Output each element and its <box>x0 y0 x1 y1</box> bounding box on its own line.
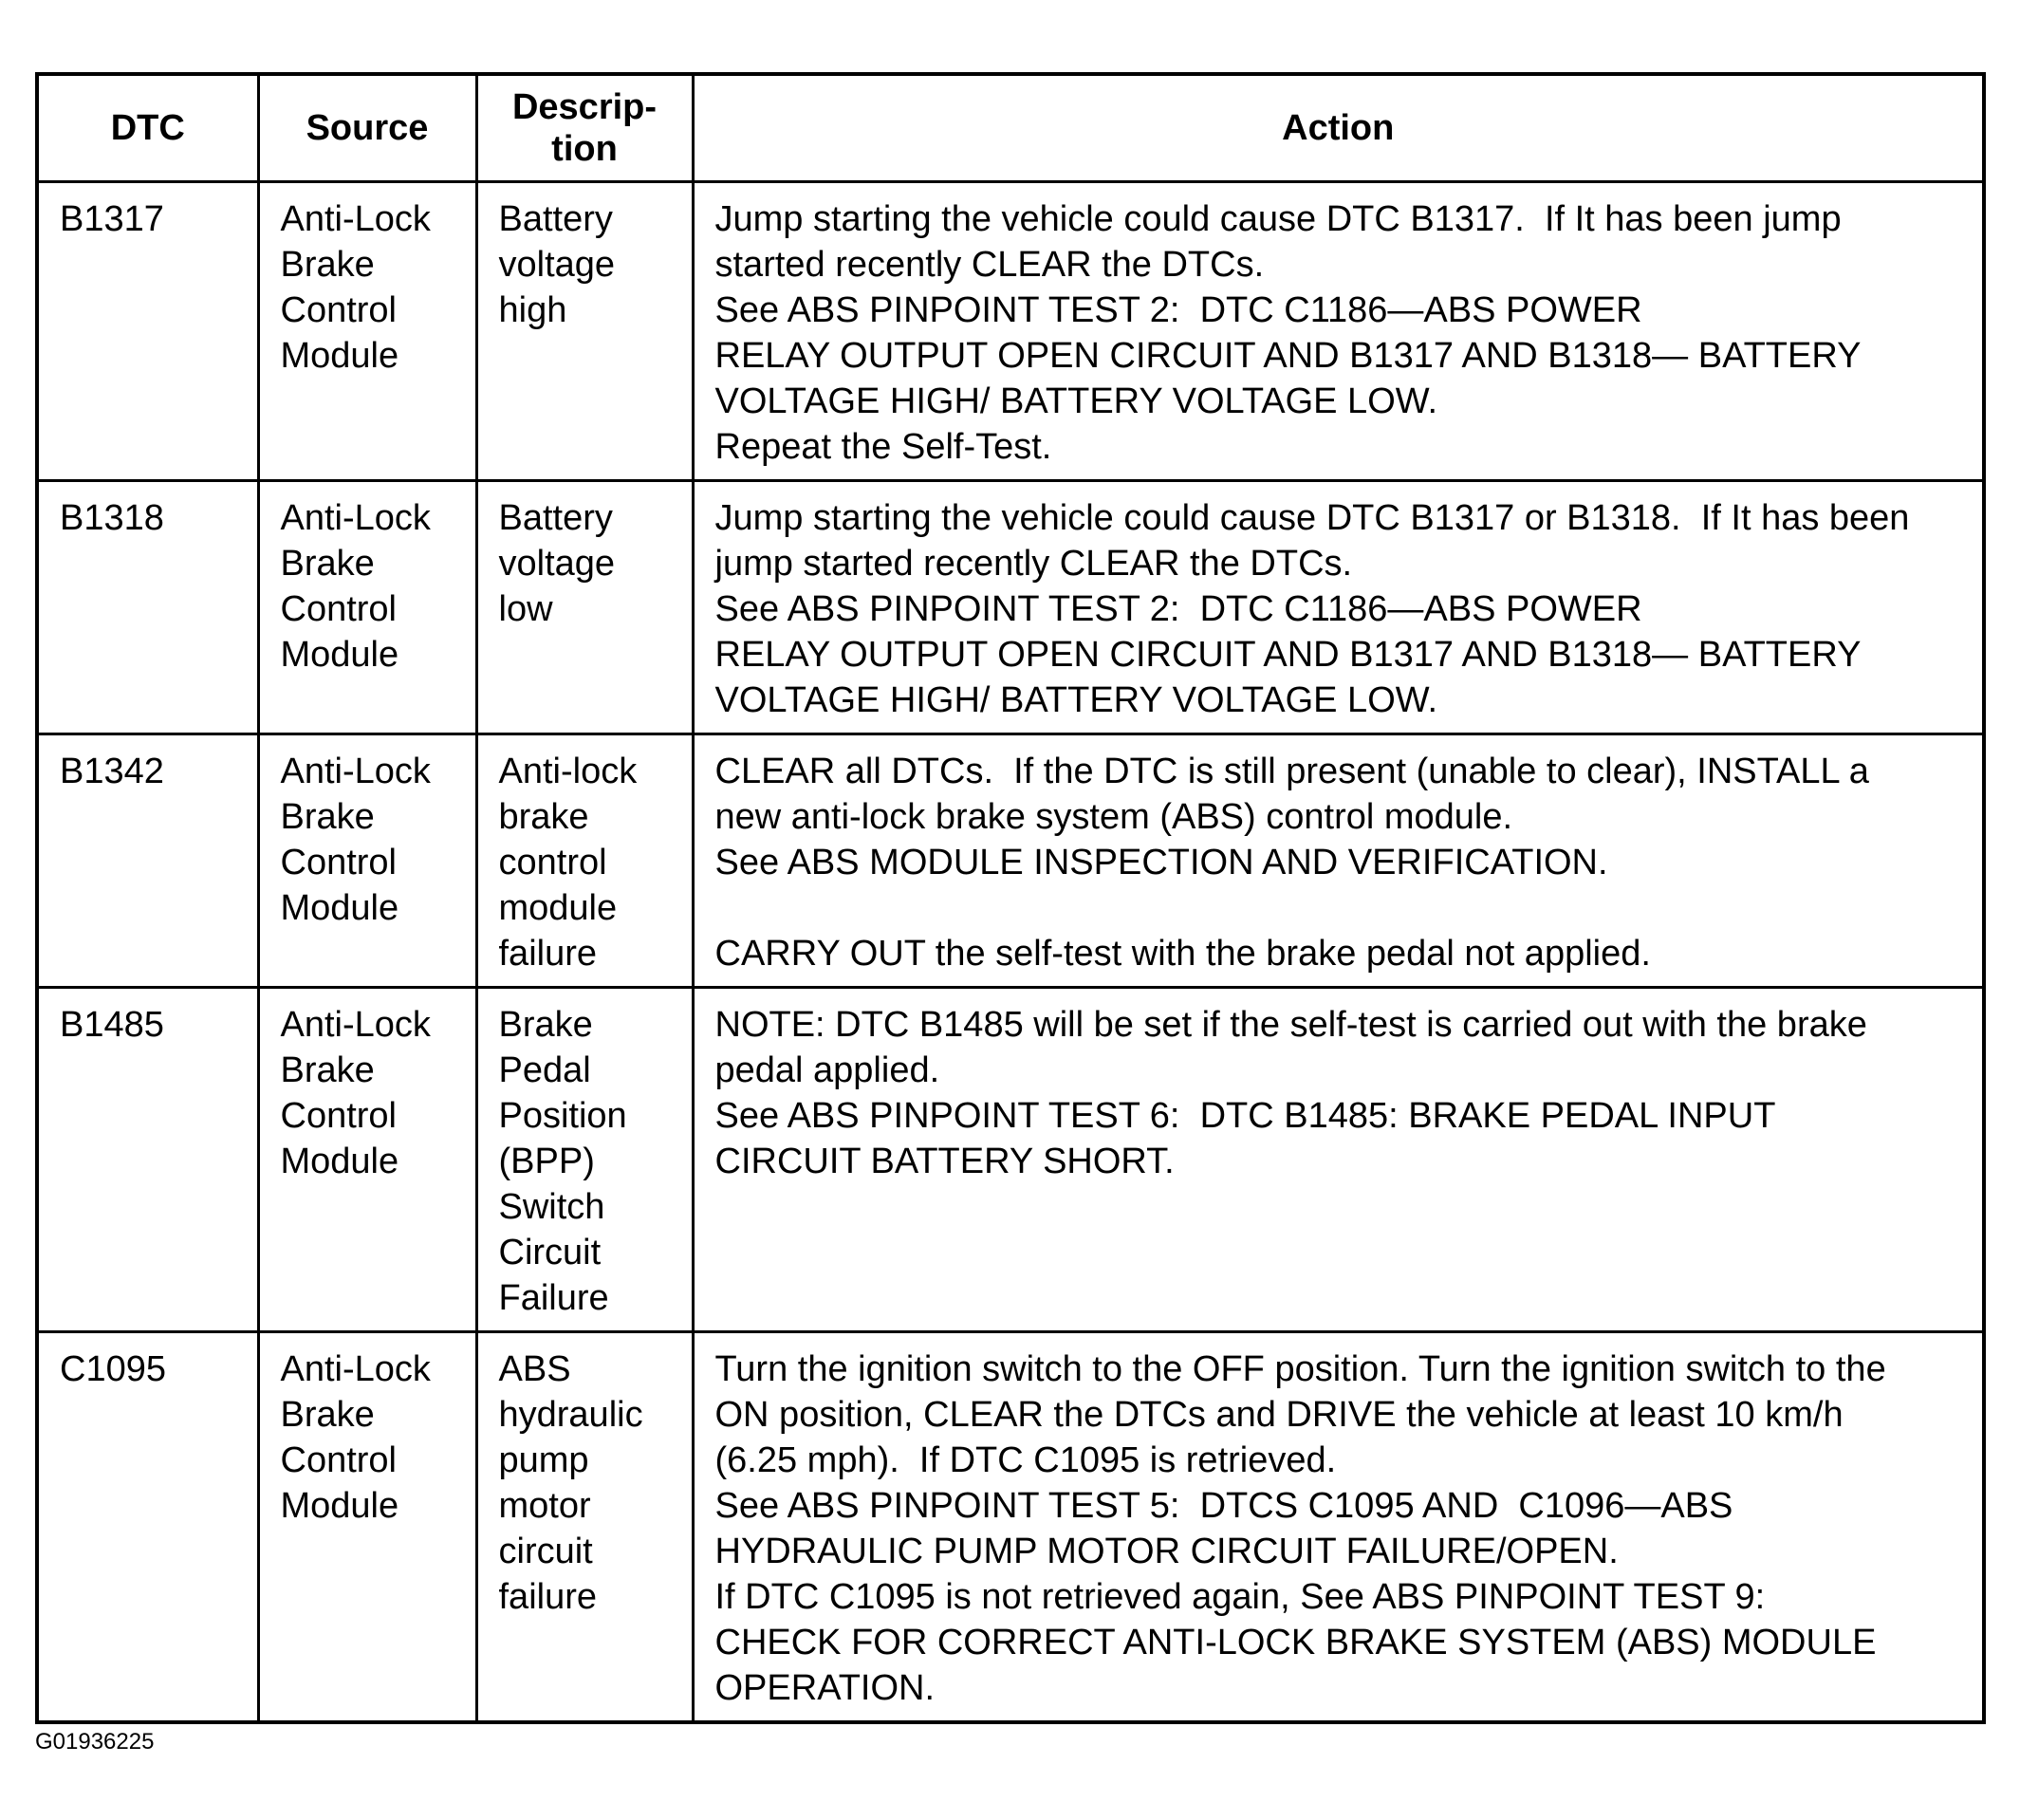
cell-action-line: VOLTAGE HIGH/ BATTERY VOLTAGE LOW. <box>714 381 1438 421</box>
cell-source-line: Anti-Lock <box>280 1349 431 1389</box>
header-description-line: Descrip- <box>511 87 658 127</box>
cell-action-line: Jump starting the vehicle could cause DTC B1317 or B1318. If It has been <box>714 498 1910 538</box>
cell-source <box>258 734 476 988</box>
table-header-row <box>37 74 1984 182</box>
cell-source-line: Control <box>280 290 397 330</box>
cell-description-line: Battery <box>498 199 613 239</box>
cell-description-line: Anti-lock <box>498 752 638 791</box>
figure-id: G01936225 <box>35 1729 155 1755</box>
cell-action-line: Repeat the Self-Test. <box>714 427 1052 467</box>
table-row <box>37 1332 1984 1723</box>
cell-action-line: CIRCUIT BATTERY SHORT. <box>714 1142 1175 1181</box>
cell-description-line: Battery <box>498 498 613 538</box>
table-row <box>37 734 1984 988</box>
table-row <box>37 988 1984 1332</box>
cell-action <box>693 182 1984 481</box>
cell-source-line: Module <box>280 888 399 928</box>
table-row <box>37 481 1984 734</box>
cell-action <box>693 734 1984 988</box>
cell-source-line: Anti-Lock <box>280 199 431 239</box>
cell-action-line: If DTC C1095 is not retrieved again, See ABS PINPOINT TEST 9: <box>714 1577 1766 1617</box>
cell-action-line: HYDRAULIC PUMP MOTOR CIRCUIT FAILURE/OPEN. <box>714 1532 1619 1571</box>
dtc-table <box>35 72 1986 1724</box>
cell-dtc: B1318 <box>37 481 258 734</box>
header-dtc: DTC <box>37 74 258 182</box>
cell-action-line: See ABS PINPOINT TEST 2: DTC C1186—ABS POWER <box>714 589 1642 629</box>
cell-description-line: control <box>498 843 607 882</box>
cell-description-line: Failure <box>498 1278 609 1318</box>
cell-source <box>258 182 476 481</box>
cell-source-line: Brake <box>280 1050 375 1090</box>
cell-action-line: See ABS MODULE INSPECTION AND VERIFICATION. <box>714 843 1608 882</box>
cell-action <box>693 988 1984 1332</box>
cell-description-line: circuit <box>498 1532 593 1571</box>
cell-description-line: Brake <box>498 1005 593 1045</box>
header-description-line: tion <box>551 129 618 169</box>
header-source: Source <box>258 74 476 182</box>
cell-description-line: Circuit <box>498 1233 602 1272</box>
cell-description-line: failure <box>498 1577 597 1617</box>
cell-action-line: RELAY OUTPUT OPEN CIRCUIT AND B1317 AND B1318— BATTERY <box>714 635 1862 675</box>
cell-action-line: Turn the ignition switch to the OFF position. Turn the ignition switch to the <box>714 1349 1886 1389</box>
cell-source-line: Brake <box>280 245 375 285</box>
cell-description-line: high <box>498 290 567 330</box>
table-row <box>37 182 1984 481</box>
cell-action-line: (6.25 mph). If DTC C1095 is retrieved. <box>714 1440 1337 1480</box>
cell-action-line: Jump starting the vehicle could cause DTC B1317. If It has been jump <box>714 199 1842 239</box>
cell-action-line: OPERATION. <box>714 1668 936 1708</box>
cell-source-line: Control <box>280 1440 397 1480</box>
cell-source-line: Control <box>280 843 397 882</box>
cell-dtc: B1342 <box>37 734 258 988</box>
cell-description-line: motor <box>498 1486 591 1526</box>
cell-description-line: Pedal <box>498 1050 591 1090</box>
cell-description-line: voltage <box>498 544 616 584</box>
header-description <box>476 74 693 182</box>
cell-description <box>476 988 693 1332</box>
cell-action-line: new anti-lock brake system (ABS) control module. <box>714 797 1513 837</box>
cell-action-line: See ABS PINPOINT TEST 6: DTC B1485: BRAKE PEDAL INPUT <box>714 1096 1776 1136</box>
cell-description-line: ABS <box>498 1349 571 1389</box>
cell-action-line: CLEAR all DTCs. If the DTC is still present (unable to clear), INSTALL a <box>714 752 1869 791</box>
cell-action-line <box>715 885 1966 931</box>
cell-source <box>258 481 476 734</box>
cell-source <box>258 988 476 1332</box>
cell-description <box>476 734 693 988</box>
cell-dtc: C1095 <box>37 1332 258 1723</box>
cell-source-line: Brake <box>280 797 375 837</box>
cell-description-line: Position <box>498 1096 627 1136</box>
cell-action-line: pedal applied. <box>714 1050 940 1090</box>
cell-description-line: pump <box>498 1440 589 1480</box>
cell-source-line: Control <box>280 1096 397 1136</box>
cell-description-line: Switch <box>498 1187 605 1227</box>
cell-source-line: Brake <box>280 1395 375 1435</box>
cell-dtc: B1485 <box>37 988 258 1332</box>
cell-action-line: RELAY OUTPUT OPEN CIRCUIT AND B1317 AND B1318— BATTERY <box>714 336 1862 376</box>
cell-source-line: Module <box>280 336 399 376</box>
cell-action-line: See ABS PINPOINT TEST 2: DTC C1186—ABS POWER <box>714 290 1642 330</box>
cell-action-line: jump started recently CLEAR the DTCs. <box>714 544 1353 584</box>
cell-description-line: low <box>498 589 553 629</box>
cell-source-line: Module <box>280 635 399 675</box>
cell-source-line: Anti-Lock <box>280 1005 431 1045</box>
cell-action-line: See ABS PINPOINT TEST 5: DTCS C1095 AND C1096—ABS <box>714 1486 1733 1526</box>
cell-description-line: failure <box>498 934 597 974</box>
cell-action-line: started recently CLEAR the DTCs. <box>714 245 1265 285</box>
cell-description-line: voltage <box>498 245 616 285</box>
cell-source-line: Anti-Lock <box>280 752 431 791</box>
cell-action <box>693 1332 1984 1723</box>
cell-action-line: NOTE: DTC B1485 will be set if the self-test is carried out with the brake <box>714 1005 1867 1045</box>
cell-action-line: CHECK FOR CORRECT ANTI-LOCK BRAKE SYSTEM (ABS) MODULE <box>714 1623 1877 1662</box>
cell-description <box>476 182 693 481</box>
cell-description-line: module <box>498 888 618 928</box>
cell-action-line: ON position, CLEAR the DTCs and DRIVE the vehicle at least 10 km/h <box>714 1395 1844 1435</box>
header-action: Action <box>693 74 1984 182</box>
cell-description-line: hydraulic <box>498 1395 643 1435</box>
cell-source-line: Module <box>280 1142 399 1181</box>
cell-action <box>693 481 1984 734</box>
cell-source-line: Module <box>280 1486 399 1526</box>
cell-description-line: (BPP) <box>498 1142 595 1181</box>
cell-description <box>476 1332 693 1723</box>
cell-source-line: Anti-Lock <box>280 498 431 538</box>
cell-action-line: CARRY OUT the self-test with the brake pedal not applied. <box>714 934 1651 974</box>
cell-description-line: brake <box>498 797 589 837</box>
cell-dtc: B1317 <box>37 182 258 481</box>
cell-source <box>258 1332 476 1723</box>
cell-description <box>476 481 693 734</box>
cell-source-line: Control <box>280 589 397 629</box>
cell-action-line: VOLTAGE HIGH/ BATTERY VOLTAGE LOW. <box>714 680 1438 720</box>
cell-source-line: Brake <box>280 544 375 584</box>
